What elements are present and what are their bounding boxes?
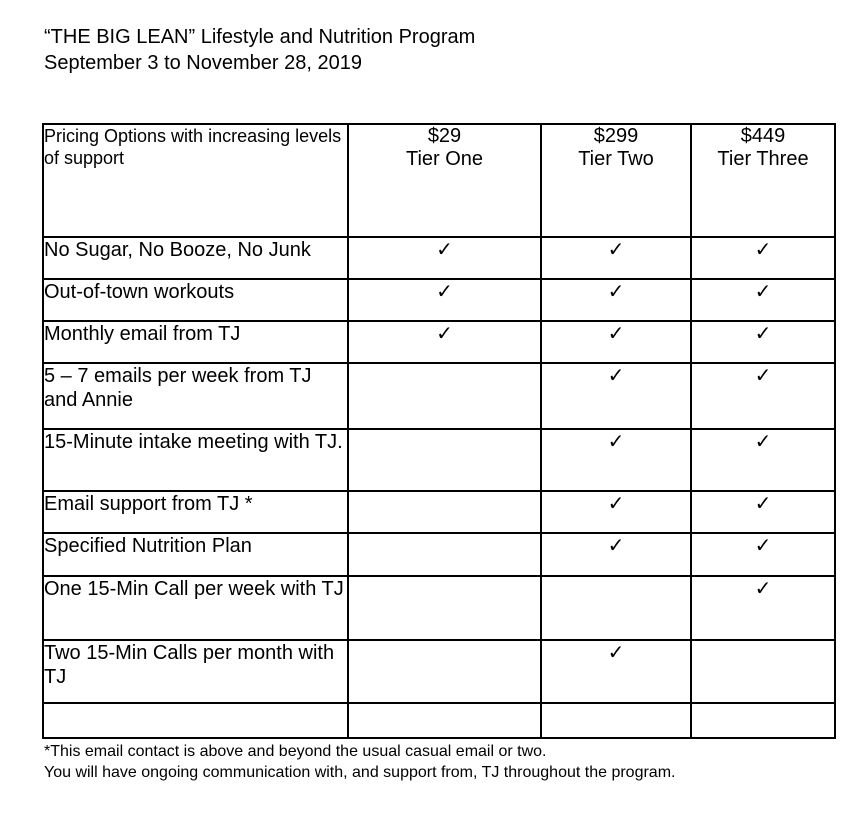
table-row [43, 491, 835, 533]
footnote-line: You will have ongoing communication with, and support from, TJ throughout the program. [44, 764, 676, 781]
tier-two-check: ✓ [541, 237, 691, 279]
tier-three-check: ✓ [691, 533, 835, 576]
tier-three-check [691, 640, 835, 703]
tier-three-check: ✓ [691, 279, 835, 321]
tier-one-check [348, 429, 541, 491]
table-row [43, 279, 835, 321]
table-row [43, 429, 835, 491]
tier-two-header [541, 124, 691, 237]
tier-name: Tier Two [578, 148, 654, 170]
feature-label: 5 – 7 emails per week from TJ and Annie [43, 363, 348, 429]
tier-two-check: ✓ [541, 640, 691, 703]
header-label: Pricing Options with increasing levels of support [43, 124, 348, 237]
tier-name: Tier One [405, 148, 484, 170]
table-header-row [43, 124, 835, 237]
footnote [44, 741, 675, 783]
tier-price: $29 [427, 125, 462, 147]
tier-one-check [348, 640, 541, 703]
pricing-table [42, 123, 836, 739]
tier-two-check [541, 576, 691, 640]
feature-label: Two 15-Min Calls per month with TJ [43, 640, 348, 703]
footnote-line: *This email contact is above and beyond the usual casual email or two. [44, 743, 547, 760]
table-row [43, 576, 835, 640]
tier-two-check: ✓ [541, 279, 691, 321]
tier-two-check: ✓ [541, 429, 691, 491]
tier-three-check: ✓ [691, 321, 835, 363]
tier-three-check: ✓ [691, 363, 835, 429]
tier-three-check: ✓ [691, 237, 835, 279]
tier-three-check: ✓ [691, 429, 835, 491]
tier-one-check [348, 576, 541, 640]
table-row [43, 321, 835, 363]
tier-price: $299 [593, 125, 639, 147]
tier-three-check: ✓ [691, 576, 835, 640]
tier-one-check [348, 533, 541, 576]
tier-one-check: ✓ [348, 279, 541, 321]
tier-two-check: ✓ [541, 363, 691, 429]
tier-name: Tier Three [717, 148, 809, 170]
tier-price: $449 [740, 125, 786, 147]
feature-label: Monthly email from TJ [43, 321, 348, 363]
tier-three-check [691, 703, 835, 738]
feature-label: 15-Minute intake meeting with TJ. [43, 429, 348, 491]
table-row [43, 363, 835, 429]
tier-two-check: ✓ [541, 491, 691, 533]
feature-label: Specified Nutrition Plan [43, 533, 348, 576]
tier-one-check [348, 363, 541, 429]
document-title [44, 24, 475, 76]
feature-label [43, 703, 348, 738]
table-row [43, 237, 835, 279]
tier-two-check: ✓ [541, 321, 691, 363]
table-row [43, 533, 835, 576]
tier-one-check: ✓ [348, 237, 541, 279]
tier-two-check [541, 703, 691, 738]
program-dates: September 3 to November 28, 2019 [44, 52, 362, 74]
table-row [43, 640, 835, 703]
tier-one-check [348, 703, 541, 738]
feature-label: No Sugar, No Booze, No Junk [43, 237, 348, 279]
tier-three-header [691, 124, 835, 237]
tier-one-check: ✓ [348, 321, 541, 363]
tier-three-check: ✓ [691, 491, 835, 533]
feature-label: One 15-Min Call per week with TJ [43, 576, 348, 640]
table-row-empty [43, 703, 835, 738]
feature-label: Email support from TJ * [43, 491, 348, 533]
tier-two-check: ✓ [541, 533, 691, 576]
tier-one-header [348, 124, 541, 237]
tier-one-check [348, 491, 541, 533]
feature-label: Out-of-town workouts [43, 279, 348, 321]
program-title: “THE BIG LEAN” Lifestyle and Nutrition Program [44, 26, 476, 48]
